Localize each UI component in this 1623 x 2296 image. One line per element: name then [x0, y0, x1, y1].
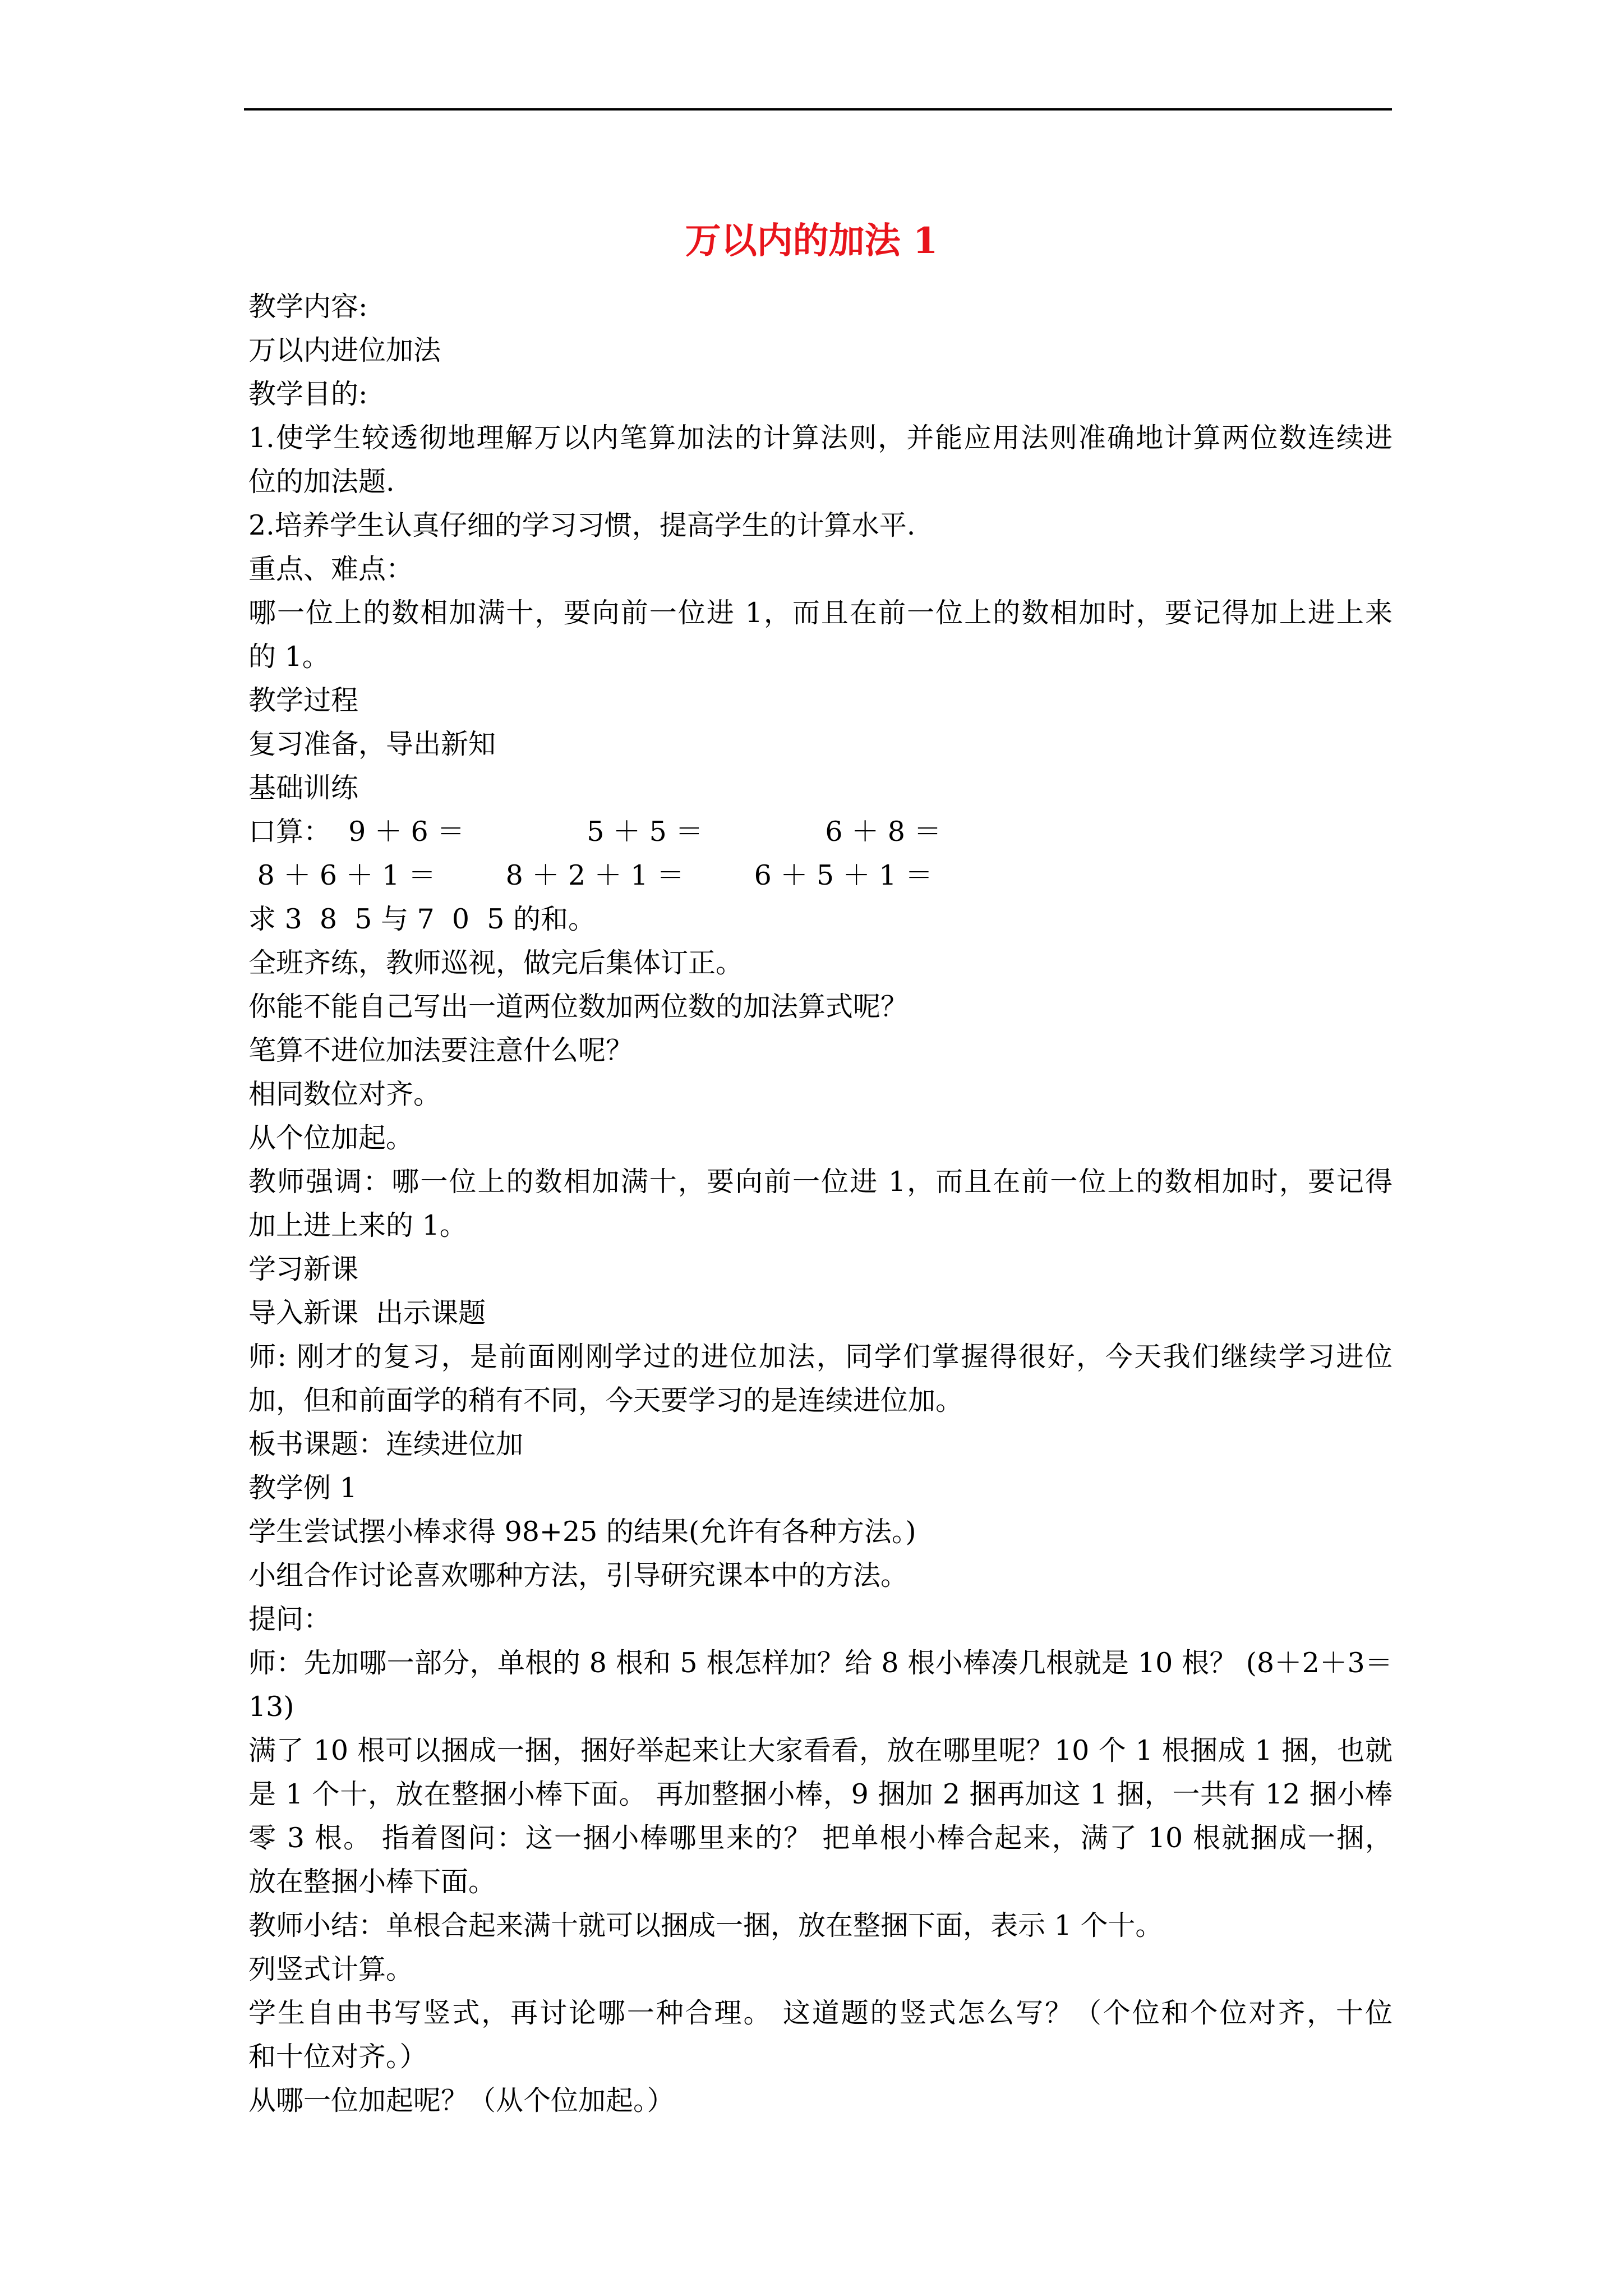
text-line: 满了 10 根可以捆成一捆，捆好举起来让大家看看，放在哪里呢？10 个 1 根捆成 1 捆，也就 — [248, 1734, 1393, 1766]
text-line: 师：先加哪一部分，单根的 8 根和 5 根怎样加？给 8 根小棒凑几根就是 10 根？ (8＋2＋3＝ — [248, 1647, 1393, 1679]
text-line: 提问： — [248, 1603, 331, 1635]
text-line: 全班齐练，教师巡视，做完后集体订正。 — [248, 947, 744, 979]
text-line: 位的加法题. — [248, 466, 395, 498]
document-title: 万以内的加法 1 — [685, 220, 938, 262]
text-line: 13) — [248, 1691, 294, 1723]
text-line: 学习新课 — [248, 1253, 359, 1285]
header-rule — [244, 108, 1392, 111]
text-line: 的 1。 — [248, 641, 330, 673]
text-line: 你能不能自己写出一道两位数加两位数的加法算式呢？ — [248, 991, 909, 1023]
text-line: 列竖式计算。 — [248, 1953, 414, 1985]
text-line: 小组合作讨论喜欢哪种方法，引导研究课本中的方法。 — [248, 1559, 909, 1591]
text-line: 哪一位上的数相加满十，要向前一位进 1，而且在前一位上的数相加时，要记得加上进上来 — [248, 597, 1393, 629]
text-line: 基础训练 — [248, 772, 359, 804]
text-line: 教学例 1 — [248, 1472, 357, 1504]
text-line: 学生尝试摆小棒求得 98+25 的结果(允许有各种方法。) — [248, 1516, 916, 1548]
text-line: 和十位对齐。） — [248, 2041, 427, 2073]
text-line: 重点、难点： — [248, 553, 414, 585]
text-line: 教学内容: — [248, 291, 368, 323]
text-line: 板书课题：连续进位加 — [248, 1428, 524, 1460]
text-line: 教学过程 — [248, 684, 359, 716]
text-line: 1.使学生较透彻地理解万以内笔算加法的计算法则，并能应用法则准确地计算两位数连续进 — [248, 422, 1393, 454]
text-line: 相同数位对齐。 — [248, 1078, 441, 1110]
text-line: 教学目的: — [248, 378, 368, 410]
text-line: 口算： 9 ＋ 6 ＝ 5 ＋ 5 ＝ 6 ＋ 8 ＝ — [248, 816, 942, 848]
text-line: 学生自由书写竖式，再讨论哪一种合理。 这道题的竖式怎么写？（个位和个位对齐，十位 — [248, 1997, 1393, 2029]
text-line: 笔算不进位加法要注意什么呢？ — [248, 1034, 634, 1066]
text-line: 复习准备，导出新知 — [248, 728, 496, 760]
text-line: 加，但和前面学的稍有不同，今天要学习的是连续进位加。 — [248, 1384, 963, 1416]
text-line: 加上进上来的 1。 — [248, 1209, 467, 1241]
text-line: 从哪一位加起呢？（从个位加起。） — [248, 2085, 675, 2116]
text-line: 放在整捆小棒下面。 — [248, 1866, 496, 1898]
text-line: 是 1 个十，放在整捆小棒下面。 再加整捆小棒，9 捆加 2 捆再加这 1 捆，一共有 12 捆小棒 — [248, 1778, 1393, 1810]
text-line: 教师小结：单根合起来满十就可以捆成一捆，放在整捆下面，表示 1 个十。 — [248, 1910, 1163, 1941]
document-body — [248, 285, 1393, 2123]
text-line: 师: 刚才的复习，是前面刚刚学过的进位加法，同学们掌握得很好，今天我们继续学习进位 — [248, 1341, 1393, 1373]
text-line: 导入新课 出示课题 — [248, 1297, 486, 1329]
text-line: 2.培养学生认真仔细的学习习惯，提高学生的计算水平. — [248, 509, 916, 541]
text-line: 万以内进位加法 — [248, 334, 441, 366]
text-line: 从个位加起。 — [248, 1122, 414, 1154]
text-line: 求 3 8 5 与 7 0 5 的和。 — [248, 903, 596, 935]
text-line: 8 ＋ 6 ＋ 1 ＝ 8 ＋ 2 ＋ 1 ＝ 6 ＋ 5 ＋ 1 ＝ — [248, 859, 933, 891]
text-line: 零 3 根。 指着图问：这一捆小棒哪里来的？ 把单根小棒合起来，满了 10 根就捆成一捆， — [248, 1822, 1393, 1854]
text-line: 教师强调：哪一位上的数相加满十，要向前一位进 1，而且在前一位上的数相加时，要记得 — [248, 1166, 1393, 1198]
